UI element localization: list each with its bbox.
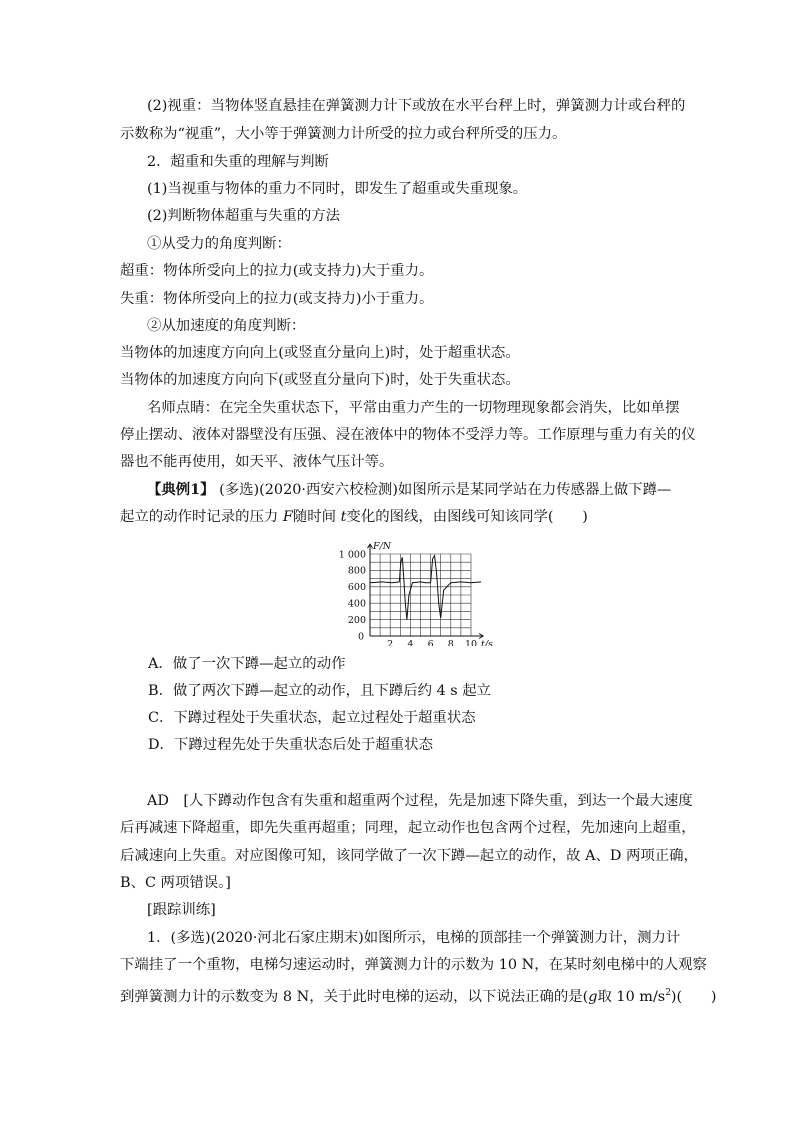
text-line: (2)判断物体超重与失重的方法 <box>147 208 341 224</box>
question-line: 下端挂了一个重物，电梯匀速运动时，弹簧测力计的示数为 10 N，在某时刻电梯中的人观察 <box>120 957 707 973</box>
answer-line: B、C 两项错误。] <box>120 875 231 891</box>
answer-line: AD [人下蹲动作包含有失重和超重两个过程，先是加速下降失重，到达一个最大速度 <box>147 793 693 809</box>
y-tick-label: 400 <box>347 598 366 610</box>
y-axis-label: F/N <box>373 541 392 553</box>
y-tick-label: 200 <box>347 614 366 626</box>
example-text: 起立的动作时记录的压力 <box>120 509 283 525</box>
math-symbol: t <box>340 509 347 525</box>
question-line: 1．(多选)(2020·河北石家庄期末)如图所示，电梯的顶部挂一个弹簧测力计，测力计 <box>147 930 681 946</box>
y-tick-label: 600 <box>347 582 366 594</box>
superscript: 2 <box>665 988 671 998</box>
text-line: 名师点睛：在完全失重状态下，平常由重力产生的一切物理现象都会消失，比如单摆 <box>147 400 680 416</box>
answer-line: 后减速向上失重。对应图像可知，该同学做了一次下蹲—起立的动作，故 A、D 两项正确， <box>120 848 698 864</box>
math-symbol: F <box>282 509 293 525</box>
text-line: ②从加速度的角度判断： <box>147 318 306 334</box>
question-line <box>120 983 717 1007</box>
text-line: (2)视重：当物体竖直悬挂在弹簧测力计下或放在水平台秤上时，弹簧测力计或台秤的 <box>147 98 686 114</box>
origin-label: 0 <box>357 631 365 643</box>
text-line: 超重：物体所受向上的拉力(或支持力)大于重力。 <box>120 263 434 279</box>
chart-axes <box>368 544 484 638</box>
example-text: (多选)(2020·西安六校检测)如图所示是某同学站在力传感器上做下蹲— <box>214 482 672 498</box>
y-tick-label: 1 000 <box>338 549 366 561</box>
x-tick-label: 8 <box>447 639 454 646</box>
force-time-chart <box>333 536 493 646</box>
text-line: 停止摆动、液体对器壁没有压强、浸在液体中的物体不受浮力等。工作原理与重力有关的仪 <box>120 427 696 443</box>
answer-line: 后再减速下降超重，即先失重再超重；同理，起立动作也包含两个过程，先加速向上超重， <box>120 820 696 836</box>
x-tick-label: 4 <box>407 639 414 646</box>
x-tick-label: 2 <box>387 639 394 646</box>
math-symbol: g <box>588 988 598 1005</box>
force-time-graph <box>333 536 493 646</box>
x-axis-label: t/s <box>481 639 493 646</box>
text-line: 示数称为“视重”，大小等于弹簧测力计所受的拉力或台秤所受的压力。 <box>120 126 567 142</box>
text-line: (1)当视重与物体的重力不同时，即发生了超重或失重现象。 <box>147 181 528 197</box>
x-tick-label: 10 <box>464 639 478 646</box>
text-line: 当物体的加速度方向向上(或竖直分量向上)时，处于超重状态。 <box>120 345 520 361</box>
text-line: 当物体的加速度方向向下(或竖直分量向下)时，处于失重状态。 <box>120 372 520 388</box>
option-d: D．下蹲过程先处于失重状态后处于超重状态 <box>148 737 433 753</box>
training-heading: [跟踪训练] <box>147 902 216 918</box>
chart-ticks <box>339 549 477 646</box>
option-c: C．下蹲过程处于失重状态，起立过程处于超重状态 <box>148 710 476 726</box>
example-text: 变化的图线，由图线可知该同学( ) <box>346 509 588 525</box>
question-text: )( ) <box>670 988 717 1005</box>
chart-grid <box>370 554 471 636</box>
question-text: 取 10 m/s <box>597 988 666 1005</box>
text-line: 器也不能再使用，如天平、液体气压计等。 <box>120 454 394 470</box>
question-text: 到弹簧测力计的示数变为 8 N，关于此时电梯的运动，以下说法正确的是( <box>120 988 589 1005</box>
example-line <box>120 507 680 527</box>
force-curve <box>370 556 481 620</box>
example-text: 随时间 <box>292 509 341 525</box>
section-heading: 2．超重和失重的理解与判断 <box>147 154 329 170</box>
y-tick-label: 800 <box>347 565 366 577</box>
text-line: ①从受力的角度判断： <box>147 236 291 252</box>
example-label: 【典例1】 <box>147 481 215 498</box>
text-line: 失重：物体所受向上的拉力(或支持力)小于重力。 <box>120 291 434 307</box>
option-a: A．做了一次下蹲—起立的动作 <box>148 656 346 672</box>
option-b: B．做了两次下蹲—起立的动作，且下蹲后约 4 s 起立 <box>148 683 492 699</box>
example-line <box>147 480 707 500</box>
x-tick-label: 6 <box>427 639 434 646</box>
